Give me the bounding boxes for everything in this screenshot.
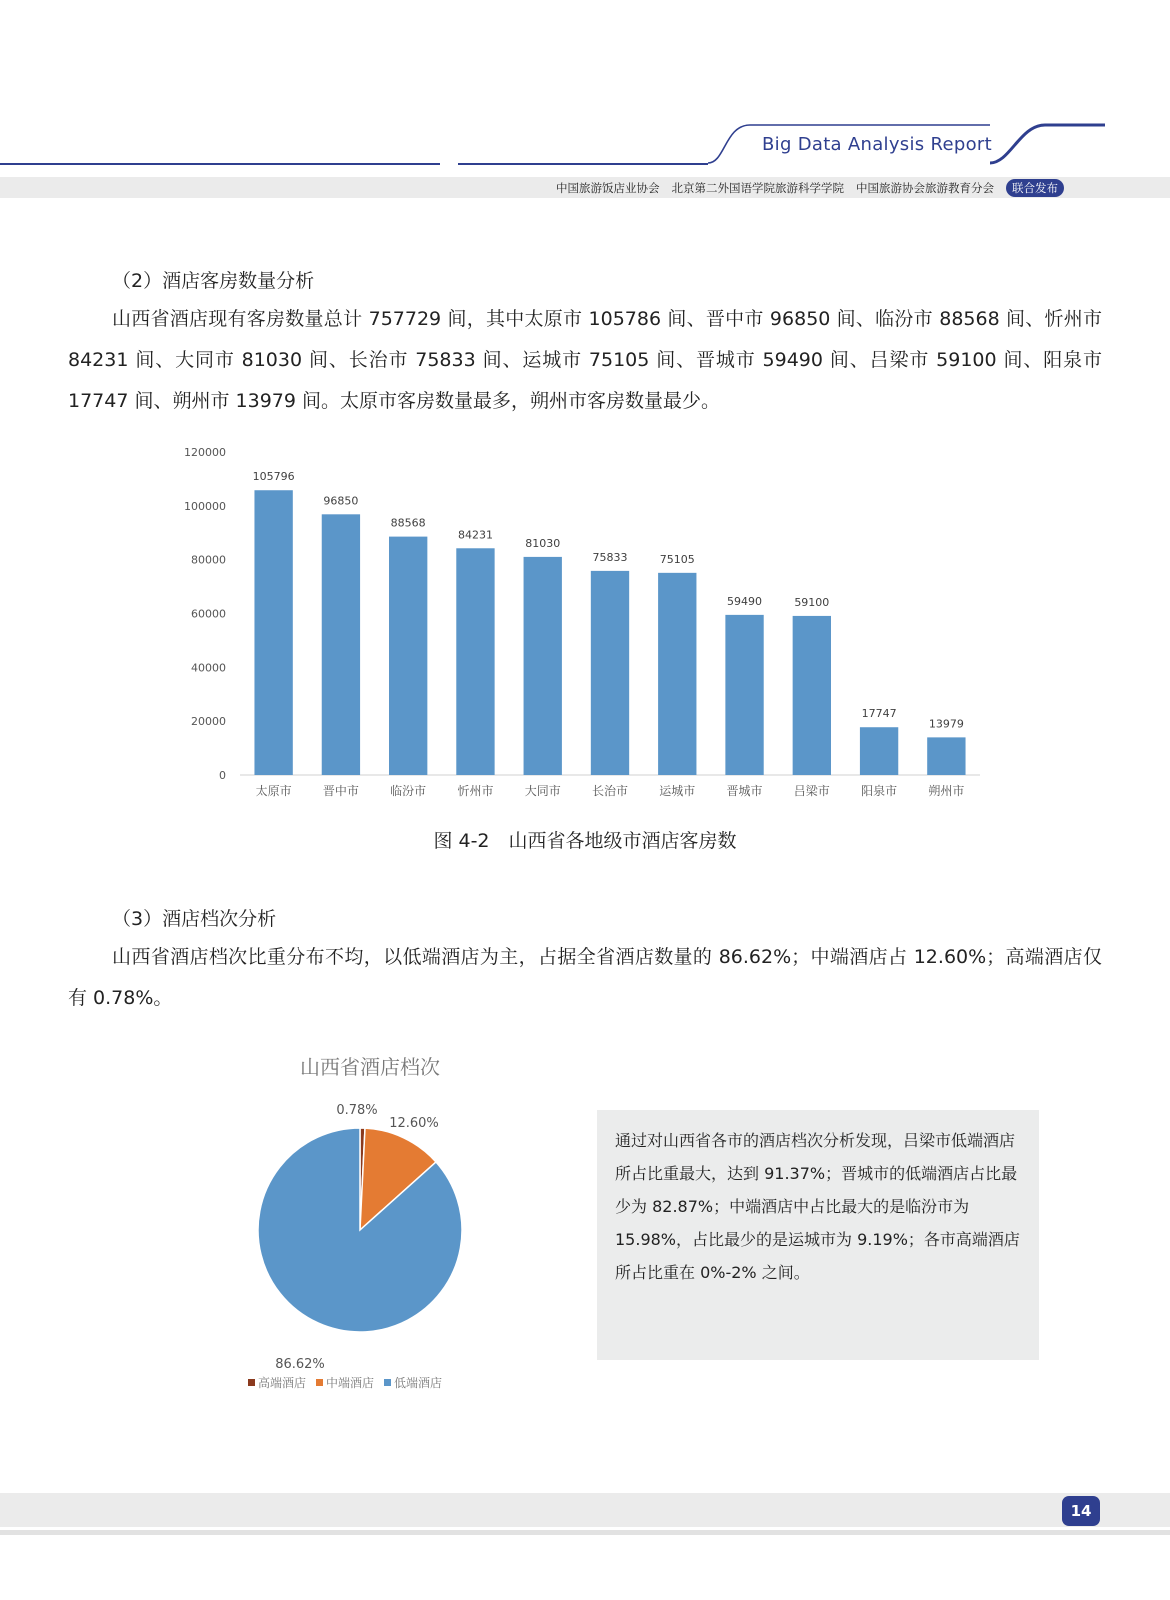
analysis-note-text: 通过对山西省各市的酒店档次分析发现，吕梁市低端酒店所占比重最大，达到 91.37%；晋城市的低端酒店占比最少为 82.87%；中端酒店中占比最大的是临汾市为 15.98%，占比最少的是运城市为 9.19%；各市高端酒店所占比重在 0%-2% 之间。	[615, 1131, 1020, 1282]
bar	[254, 490, 292, 775]
x-tick-label: 朔州市	[928, 784, 965, 798]
section-title-room-count: （2）酒店客房数量分析	[112, 270, 315, 292]
bar	[524, 557, 562, 775]
bar-data-label: 59100	[794, 595, 830, 609]
bar-data-label: 59490	[727, 594, 763, 608]
bar	[725, 615, 763, 775]
figure-caption: 图 4-2 山西省各地级市酒店客房数	[433, 830, 737, 852]
bar-data-label: 96850	[323, 494, 359, 508]
y-tick-label: 80000	[191, 553, 226, 567]
y-tick-label: 100000	[184, 499, 226, 513]
bar	[322, 514, 360, 775]
paragraph-room-count: 山西省酒店现有客房数量总计 757729 间，其中太原市 105786 间、晋中市 96850 间、临汾市 88568 间、忻州市 84231 间、大同市 81030 间、长治市 75833 间、运城市 75105 间、晋城市 59490 间、吕梁市 59100 间、阳泉市 17747 间、朔州市 13979 间。太原市客房数量最多，朔州市客房数量最少。	[68, 308, 1102, 412]
legend-item-high	[248, 1374, 306, 1391]
publisher-org-3: 中国旅游协会旅游教育分会	[856, 181, 994, 195]
bar	[793, 616, 831, 775]
x-tick-label: 运城市	[659, 784, 696, 798]
publisher-org-2: 北京第二外国语学院旅游科学学院	[671, 181, 844, 195]
y-tick-label: 0	[219, 769, 226, 782]
bar-data-label: 88568	[390, 516, 426, 530]
bar	[389, 537, 427, 775]
x-tick-label: 晋城市	[726, 784, 763, 798]
y-tick-label: 60000	[191, 607, 226, 621]
section-title-hotel-grade: （3）酒店档次分析	[112, 908, 277, 930]
header-rule-left	[0, 163, 440, 165]
page-number: 14	[1062, 1496, 1100, 1526]
bar	[927, 737, 965, 775]
y-tick-label: 120000	[184, 446, 226, 459]
y-tick-label: 40000	[191, 661, 226, 675]
pie-chart-title: 山西省酒店档次	[300, 1055, 440, 1079]
legend-label-high: 高端酒店	[258, 1376, 307, 1390]
publisher-org-1: 中国旅游饭店业协会	[556, 181, 660, 195]
bar-data-label: 17747	[861, 707, 897, 721]
legend-swatch-mid	[316, 1379, 323, 1386]
x-tick-label: 吕梁市	[793, 784, 830, 798]
publisher-list	[556, 179, 1064, 197]
x-tick-label: 晋中市	[322, 784, 359, 798]
joint-release-badge: 联合发布	[1006, 179, 1064, 197]
pie-data-label: 12.60%	[389, 1116, 439, 1131]
room-count-bar-chart	[170, 440, 990, 810]
report-title: Big Data Analysis Report	[762, 134, 992, 155]
x-tick-label: 临汾市	[390, 784, 427, 798]
x-tick-label: 长治市	[591, 784, 629, 798]
paragraph-hotel-grade: 山西省酒店档次比重分布不均，以低端酒店为主，占据全省酒店数量的 86.62%；中端酒店占 12.60%；高端酒店仅有 0.78%。	[68, 946, 1102, 1009]
legend-item-mid	[316, 1374, 374, 1391]
y-tick-label: 20000	[191, 715, 226, 729]
bar-data-label: 75833	[592, 550, 628, 564]
legend-label-low: 低端酒店	[394, 1376, 443, 1390]
pie-data-label: 0.78%	[336, 1103, 378, 1118]
footer-band	[0, 1493, 1170, 1527]
bar-data-label: 75105	[659, 552, 695, 566]
pie-legend	[248, 1374, 442, 1391]
x-tick-label: 大同市	[524, 784, 561, 798]
x-tick-label: 阳泉市	[861, 784, 898, 798]
hotel-grade-pie-chart	[230, 1050, 510, 1380]
bar	[591, 571, 629, 775]
legend-swatch-high	[248, 1379, 255, 1386]
x-tick-label: 太原市	[255, 784, 292, 798]
bar	[860, 727, 898, 775]
footer-rule	[0, 1530, 1170, 1535]
header-rule-middle	[458, 163, 708, 165]
legend-item-low	[384, 1374, 442, 1391]
bar-data-label: 105796	[252, 470, 295, 484]
bar	[456, 548, 494, 775]
pie-data-label: 86.62%	[275, 1357, 325, 1372]
x-tick-label: 忻州市	[457, 784, 494, 798]
legend-label-mid: 中端酒店	[326, 1376, 375, 1390]
bar-data-label: 81030	[525, 536, 561, 550]
bar-data-label: 84231	[457, 528, 493, 542]
bar	[658, 573, 696, 775]
bar-data-label: 13979	[928, 717, 964, 731]
legend-swatch-low	[384, 1379, 391, 1386]
analysis-note-box	[597, 1110, 1039, 1360]
